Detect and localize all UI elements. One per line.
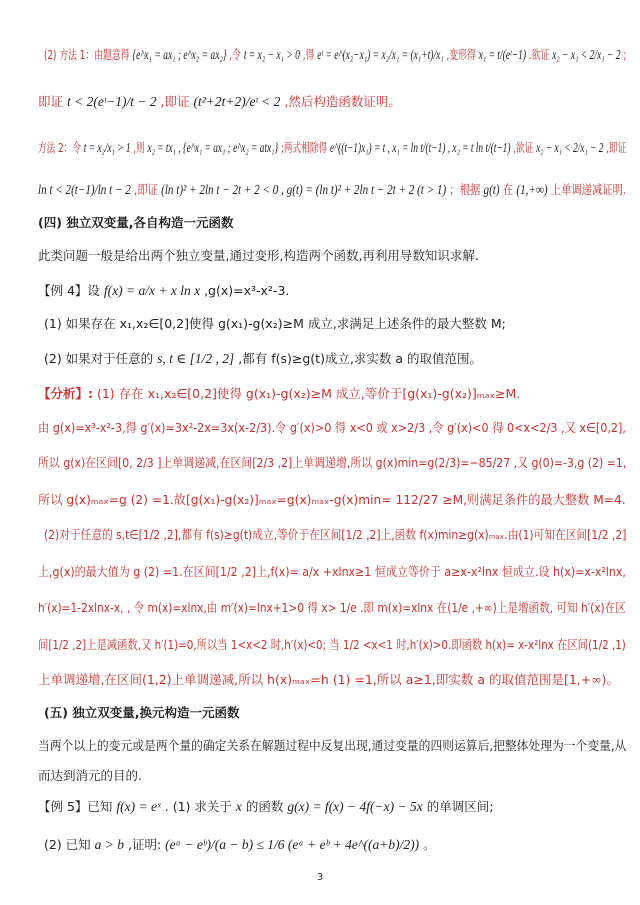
text-line	[38, 180, 627, 200]
text-line	[38, 490, 626, 510]
math-expression: g(x) = f(x) − 4f(−x) − 5x	[287, 799, 423, 814]
text-segment: (1) 如果存在 x₁,x₂∈[0,2]使得 g(x₁)-g(x₂)≥M 成立,求满足上述条件的最大整数 M;	[44, 316, 506, 331]
text-line	[38, 384, 620, 404]
text-segment: 当两个以上的变元或是两个量的确定关系在解题过程中反复出现,通过变量的四则运算后,把整体处理为一个变量,从	[38, 738, 627, 753]
text-segment: ;两式相除得	[278, 140, 330, 155]
text-segment: ;	[620, 47, 627, 62]
text-line	[44, 835, 620, 855]
text-segment: 。	[419, 837, 436, 852]
section-heading: (四) 独立双变量,各自构造一元函数	[38, 215, 234, 230]
text-segment: h′(x)=1-2xlnx-x, , 令 m(x)=xlnx,由 m′(x)=lnx+1>0 得 x> 1/e .即 m(x)=xlnx 在(1/e ,+∞)上是增函数, 可知 h′(x)在区	[38, 600, 626, 615]
section-heading: 【分析】:	[38, 386, 93, 401]
math-expression: f(x) = eˣ	[116, 799, 161, 814]
text-line	[38, 562, 626, 582]
text-segment: ；根据	[446, 182, 484, 197]
text-line	[38, 635, 626, 655]
text-line	[38, 92, 620, 112]
text-segment: 【例 5】已知	[38, 799, 117, 814]
text-line	[38, 766, 620, 786]
text-segment: (1) 存在 x₁,x₂∈[0,2]使得 g(x₁)-g(x₂)≥M 成立,等价于[g(x₁)-g(x₂)]ₘₐₓ≥M.	[93, 386, 521, 401]
text-segment: ,则	[130, 140, 148, 155]
text-segment: 在	[499, 182, 517, 197]
text-segment: ,g(x)=x³-x²-3.	[200, 283, 290, 298]
text-segment: ,得	[299, 47, 318, 62]
text-segment: ,证明:	[124, 837, 166, 852]
text-segment: .欲证	[526, 47, 553, 62]
text-segment: 而达到消元的目的.	[38, 768, 142, 783]
text-line	[44, 349, 620, 369]
text-segment: 方法 2：令	[38, 140, 84, 155]
text-line	[44, 314, 620, 334]
text-segment: 即证	[38, 94, 67, 109]
math-expression: f(x) = a/x + x ln x	[103, 283, 201, 298]
text-line	[38, 797, 620, 817]
text-segment: ,即证	[130, 182, 162, 197]
text-segment: ,令	[226, 47, 244, 62]
text-segment: ,即证	[156, 94, 194, 109]
text-line	[38, 598, 626, 618]
math-expression: t = x₂ − x₁ > 0	[243, 47, 300, 62]
math-expression: (1,+∞)	[516, 182, 548, 197]
math-expression: x₂ − x₁ < 2/x₁ − 2	[552, 47, 621, 62]
text-segment: ,都有 f(s)≥g(t)成立,求实数 a 的取值范围。	[234, 351, 483, 366]
math-expression: x₂ = tx₁ , {e^x₁ = ax₁ ; e^x₂ = atx₁}	[147, 140, 279, 155]
math-expression: a > b	[94, 837, 125, 852]
text-segment: 的单调区间;	[422, 799, 494, 814]
text-segment: ,欲证	[510, 140, 537, 155]
text-segment: ,即证	[603, 140, 627, 155]
math-expression: {e^x₁ = ax₁ ; e^x₂ = ax₂}	[132, 47, 227, 62]
math-expression: (eᵃ − eᵇ)/(a − b) ≤ 1/6 (eᵃ + eᵇ + 4e^((a+b)/2))	[165, 837, 420, 852]
math-expression: ln t < 2(t−1)/ln t − 2	[38, 182, 131, 197]
text-segment: 所以 g(x)ₘₐₓ=g (2) =1.故[g(x₁)-g(x₂)]ₘₐₓ=g(x)ₘₐₓ-g(x)min= 112/27 ≥M,则满足条件的最大整数 M=4.	[38, 492, 626, 507]
text-line	[38, 418, 626, 438]
text-line	[38, 138, 627, 158]
text-line	[44, 703, 620, 723]
text-segment: 此类问题一般是给出两个独立变量,通过变形,构造两个函数,再利用导数知识求解.	[38, 248, 479, 263]
math-expression: x₂ − x₁ < 2/x₁ − 2	[536, 140, 604, 155]
text-line	[44, 45, 627, 65]
text-line	[38, 736, 627, 756]
math-expression: g(t)	[483, 182, 500, 197]
text-line	[38, 281, 620, 301]
math-expression: x	[235, 799, 242, 814]
text-line	[38, 453, 627, 473]
page-number: 3	[316, 872, 324, 883]
text-line	[38, 670, 620, 690]
text-segment: . (1) 求关于	[160, 799, 236, 814]
text-segment: 所以 g(x)在区间[0, 2/3 ]上单调递减,在区间[2/3 ,2]上单调递增,所以 g(x)min=g(2/3)=−85/27 ,又 g(0)=-3,g (2) =1,	[38, 455, 627, 470]
text-line	[38, 213, 620, 233]
math-expression: eᵗ = e^(x₂−x₁) = x₂/x₁ = (x₁+t)/x₁	[317, 47, 444, 62]
text-segment: ,然后构造函数证明。	[280, 94, 401, 109]
text-segment: 上单调递增,在区间(1,2)上单调递减,所以 h(x)ₘₐₓ=h (1) =1,所以 a≥1,即实数 a 的取值范围是[1,+∞)。	[38, 672, 620, 687]
text-line	[38, 246, 620, 266]
math-expression: t = x₂/x₁ > 1	[83, 140, 131, 155]
math-expression: (ln t)² + 2ln t − 2t + 2 < 0 , g(t) = (ln t)² + 2ln t − 2t + 2 (t > 1)	[161, 182, 447, 197]
math-expression: s, t ∈ [1/2 , 2]	[157, 351, 235, 366]
math-expression: (t²+2t+2)/eᵗ < 2	[193, 94, 281, 109]
math-expression: x₁ = t/(eᵗ−1)	[478, 47, 527, 62]
text-segment: (2) 方法 1：由题意得	[44, 47, 133, 62]
section-heading: (五) 独立双变量,换元构造一元函数	[44, 705, 240, 720]
text-segment: 上单调递减证明.	[547, 182, 627, 197]
text-segment: (2) 如果对于任意的	[44, 351, 158, 366]
text-segment: 【例 4】设	[38, 283, 104, 298]
text-line	[44, 525, 627, 545]
math-expression: e^((t−1)x₁) = t , x₁ = ln t/(t−1) , x₂ = t ln t/(t−1)	[329, 140, 511, 155]
text-segment: 的函数	[241, 799, 288, 814]
text-segment: 由 g(x)=x³-x²-3,得 g′(x)=3x²-2x=3x(x-2/3).令 g′(x)>0 得 x<0 或 x>2/3 ,令 g′(x)<0 得 0<x<2/3 ,又 x∈[0,2],	[38, 420, 626, 435]
math-expression: t < 2(eᵗ−1)/t − 2	[66, 94, 157, 109]
text-segment: 上,g(x)的最大值为 g (2) =1.在区间[1/2 ,2]上,f(x)= a/x +xlnx≥1 恒成立等价于 a≥x-x²lnx 恒成立.设 h(x)=x-x²lnx,	[38, 564, 626, 579]
text-segment: 间[1/2 ,2]上是减函数,又 h′(1)=0,所以当 1<x<2 时,h′(x)<0; 当 1/2 <x<1 时,h′(x)>0.即函数 h(x)= x-x²lnx 在区间(1/2 ,1)	[38, 637, 626, 652]
text-segment: (2) 已知	[44, 837, 95, 852]
text-segment: (2)对于任意的 s,t∈[1/2 ,2],都有 f(s)≥g(t)成立,等价于在区间[1/2 ,2]上,函数 f(x)min≥g(x)ₘₐₓ.由(1)可知在区间[1/2 ,2]	[44, 527, 627, 542]
text-segment: ,变形得	[443, 47, 479, 62]
